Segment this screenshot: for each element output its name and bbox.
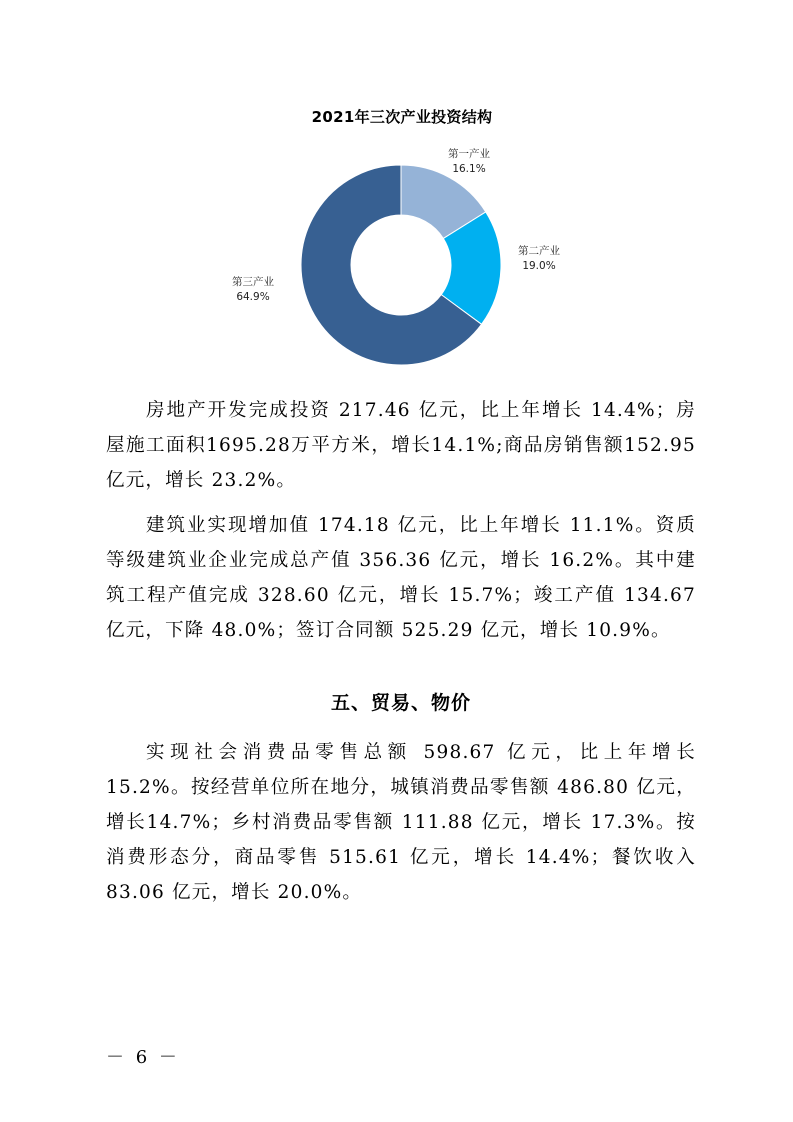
investment-structure-chart	[212, 100, 592, 370]
slice-label-primary	[448, 147, 490, 177]
slice-name-primary: 第一产业	[448, 148, 490, 160]
slice-value-secondary: 19.0%	[522, 260, 556, 272]
section-heading-trade: 五、贸易、物价	[330, 692, 471, 714]
slice-label-secondary	[518, 244, 560, 274]
slice-name-secondary: 第二产业	[518, 245, 560, 257]
paragraph-construction: 建筑业实现增加值 174.18 亿元，比上年增长 11.1%。资质等级建筑业企业完成总产值 356.36 亿元，增长 16.2%。其中建筑工程产值完成 328.60 亿元，增长 15.7%；竣工产值 134.67 亿元，下降 48.0%；签订合同额 525.29 亿元，增长 10.9%。	[106, 515, 696, 641]
chart-title: 2021年三次产业投资结构	[311, 108, 493, 126]
paragraph-real-estate: 房地产开发完成投资 217.46 亿元，比上年增长 14.4%；房屋施工面积1695.28万平方米，增长14.1%;商品房销售额152.95亿元，增长 23.2%。	[106, 400, 696, 491]
slice-value-tertiary: 64.9%	[236, 291, 270, 303]
paragraph-retail: 实现社会消费品零售总额 598.67 亿元，比上年增长 15.2%。按经营单位所在地分，城镇消费品零售额 486.80 亿元，增长14.7%；乡村消费品零售额 111.88 亿元，增长 17.3%。按消费形态分，商品零售 515.61 亿元，增长 14.4%；餐饮收入 83.06 亿元，增长 20.0%。	[106, 742, 696, 903]
slice-value-primary: 16.1%	[452, 163, 486, 175]
slice-label-tertiary	[232, 275, 274, 305]
page-number: － 6 －	[106, 1047, 180, 1068]
donut-chart	[212, 100, 592, 370]
slice-name-tertiary: 第三产业	[232, 276, 274, 288]
